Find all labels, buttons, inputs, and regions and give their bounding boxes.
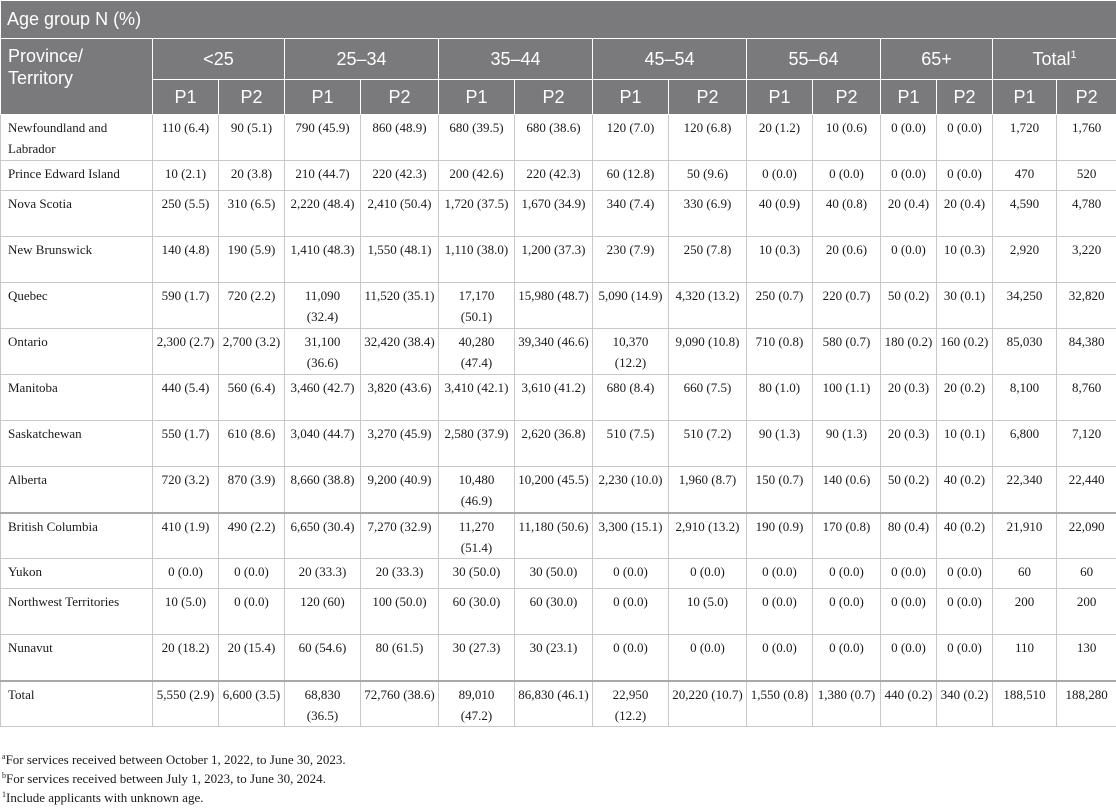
province-name: Quebec bbox=[1, 283, 153, 329]
table-row bbox=[1, 191, 1116, 237]
table-cell: 0 (0.0) bbox=[881, 635, 937, 681]
table-cell: 0 (0.0) bbox=[813, 559, 881, 589]
table-cell: 20 (0.3) bbox=[881, 375, 937, 421]
table-cell: 9,200 (40.9) bbox=[361, 467, 439, 513]
table-cell: 60 (30.0) bbox=[439, 589, 515, 635]
table-cell: 9,090 (10.8) bbox=[669, 329, 747, 375]
table-cell: 160 (0.2) bbox=[937, 329, 993, 375]
table-cell: 410 (1.9) bbox=[153, 513, 219, 559]
table-cell: 10 (0.6) bbox=[813, 115, 881, 161]
table-cell: 0 (0.0) bbox=[747, 559, 813, 589]
age-group-label: Total bbox=[1032, 48, 1071, 69]
table-cell: 550 (1.7) bbox=[153, 421, 219, 467]
table-cell: 580 (0.7) bbox=[813, 329, 881, 375]
period-header: P1 bbox=[439, 80, 515, 115]
table-cell: 60 bbox=[1057, 559, 1116, 589]
table-cell: 2,920 bbox=[993, 237, 1057, 283]
period-header: P1 bbox=[747, 80, 813, 115]
table-cell: 0 (0.0) bbox=[881, 559, 937, 589]
table-cell: 50 (0.2) bbox=[881, 467, 937, 513]
table-cell: 130 bbox=[1057, 635, 1116, 681]
table-cell: 1,720 bbox=[993, 115, 1057, 161]
table-cell: 0 (0.0) bbox=[747, 161, 813, 191]
age-group-label: 55–64 bbox=[788, 48, 839, 69]
table-cell: 20 (0.6) bbox=[813, 237, 881, 283]
table-cell: 89,010 (47.2) bbox=[439, 681, 515, 727]
table-cell: 100 (1.1) bbox=[813, 375, 881, 421]
table-cell: 2,700 (3.2) bbox=[219, 329, 285, 375]
table-cell: 2,230 (10.0) bbox=[593, 467, 669, 513]
table-cell: 86,830 (46.1) bbox=[515, 681, 593, 727]
footnote bbox=[2, 769, 346, 788]
table-cell: 0 (0.0) bbox=[593, 589, 669, 635]
table-cell: 20 (33.3) bbox=[361, 559, 439, 589]
table-cell: 0 (0.0) bbox=[747, 635, 813, 681]
table-cell: 220 (0.7) bbox=[813, 283, 881, 329]
table-cell: 72,760 (38.6) bbox=[361, 681, 439, 727]
table-cell: 340 (7.4) bbox=[593, 191, 669, 237]
table-cell: 188,510 bbox=[993, 681, 1057, 727]
table-cell: 17,170 (50.1) bbox=[439, 283, 515, 329]
table-cell: 230 (7.9) bbox=[593, 237, 669, 283]
table-cell: 660 (7.5) bbox=[669, 375, 747, 421]
age-group-header bbox=[285, 39, 439, 80]
table-cell: 22,440 bbox=[1057, 467, 1116, 513]
table-cell: 90 (1.3) bbox=[813, 421, 881, 467]
table-cell: 220 (42.3) bbox=[361, 161, 439, 191]
table-cell: 50 (0.2) bbox=[881, 283, 937, 329]
table-cell: 80 (1.0) bbox=[747, 375, 813, 421]
province-name: Alberta bbox=[1, 467, 153, 513]
age-group-label: 45–54 bbox=[644, 48, 695, 69]
table-row bbox=[1, 115, 1116, 161]
table-cell: 310 (6.5) bbox=[219, 191, 285, 237]
table-row bbox=[1, 329, 1116, 375]
table-cell: 610 (8.6) bbox=[219, 421, 285, 467]
table-cell: 31,100 (36.6) bbox=[285, 329, 361, 375]
table-cell: 30 (27.3) bbox=[439, 635, 515, 681]
table-cell: 4,590 bbox=[993, 191, 1057, 237]
province-name: Saskatchewan bbox=[1, 421, 153, 467]
province-name: Newfoundland and Labrador bbox=[1, 115, 153, 161]
footnote bbox=[2, 750, 346, 769]
table-row bbox=[1, 467, 1116, 513]
footnote-mark: b bbox=[2, 771, 6, 780]
table-cell: 8,660 (38.8) bbox=[285, 467, 361, 513]
table-cell: 2,580 (37.9) bbox=[439, 421, 515, 467]
age-group-header bbox=[993, 39, 1116, 80]
table-cell: 0 (0.0) bbox=[593, 635, 669, 681]
table-cell: 20 (15.4) bbox=[219, 635, 285, 681]
table-cell: 90 (5.1) bbox=[219, 115, 285, 161]
table-cell: 200 (42.6) bbox=[439, 161, 515, 191]
age-group-header bbox=[593, 39, 747, 80]
province-name: Ontario bbox=[1, 329, 153, 375]
footnote bbox=[2, 788, 346, 807]
table-cell: 11,520 (35.1) bbox=[361, 283, 439, 329]
table-cell: 790 (45.9) bbox=[285, 115, 361, 161]
table-cell: 22,340 bbox=[993, 467, 1057, 513]
table-row bbox=[1, 559, 1116, 589]
table-cell: 10,370 (12.2) bbox=[593, 329, 669, 375]
period-header: P1 bbox=[285, 80, 361, 115]
period-header: P2 bbox=[669, 80, 747, 115]
period-header: P1 bbox=[993, 80, 1057, 115]
period-header: P2 bbox=[219, 80, 285, 115]
table-row bbox=[1, 513, 1116, 559]
footnotes bbox=[0, 750, 346, 807]
table-cell: 22,950 (12.2) bbox=[593, 681, 669, 727]
table-cell: 34,250 bbox=[993, 283, 1057, 329]
table-cell: 0 (0.0) bbox=[669, 635, 747, 681]
table-cell: 0 (0.0) bbox=[813, 635, 881, 681]
footnote-text: For services received between July 1, 2023, to June 30, 2024. bbox=[6, 771, 326, 786]
table-cell: 5,090 (14.9) bbox=[593, 283, 669, 329]
table-cell: 20 (0.4) bbox=[881, 191, 937, 237]
table-cell: 68,830 (36.5) bbox=[285, 681, 361, 727]
table-cell: 100 (50.0) bbox=[361, 589, 439, 635]
table-cell: 3,410 (42.1) bbox=[439, 375, 515, 421]
table-cell: 110 bbox=[993, 635, 1057, 681]
table-cell: 40 (0.9) bbox=[747, 191, 813, 237]
age-group-header bbox=[439, 39, 593, 80]
table-cell: 11,180 (50.6) bbox=[515, 513, 593, 559]
table-cell: 21,910 bbox=[993, 513, 1057, 559]
table-cell: 0 (0.0) bbox=[747, 589, 813, 635]
table-cell: 3,270 (45.9) bbox=[361, 421, 439, 467]
period-header: P2 bbox=[1057, 80, 1116, 115]
table-cell: 140 (4.8) bbox=[153, 237, 219, 283]
period-header: P2 bbox=[515, 80, 593, 115]
table-cell: 440 (0.2) bbox=[881, 681, 937, 727]
table-cell: 140 (0.6) bbox=[813, 467, 881, 513]
table-cell: 0 (0.0) bbox=[813, 161, 881, 191]
table-cell: 510 (7.5) bbox=[593, 421, 669, 467]
province-header: Province/ Territory bbox=[1, 39, 153, 115]
table-cell: 8,760 bbox=[1057, 375, 1116, 421]
table-cell: 3,220 bbox=[1057, 237, 1116, 283]
table-cell: 30 (50.0) bbox=[515, 559, 593, 589]
table-cell: 11,090 (32.4) bbox=[285, 283, 361, 329]
table-cell: 4,320 (13.2) bbox=[669, 283, 747, 329]
table-cell: 720 (2.2) bbox=[219, 283, 285, 329]
table-cell: 1,760 bbox=[1057, 115, 1116, 161]
table-cell: 20 (18.2) bbox=[153, 635, 219, 681]
table-cell: 120 (7.0) bbox=[593, 115, 669, 161]
period-header: P1 bbox=[593, 80, 669, 115]
table-cell: 80 (61.5) bbox=[361, 635, 439, 681]
table-cell: 0 (0.0) bbox=[937, 161, 993, 191]
table-cell: 200 bbox=[993, 589, 1057, 635]
table-cell: 0 (0.0) bbox=[937, 589, 993, 635]
table-cell: 6,800 bbox=[993, 421, 1057, 467]
table-cell: 20 (0.3) bbox=[881, 421, 937, 467]
age-group-header bbox=[747, 39, 881, 80]
table-cell: 10,200 (45.5) bbox=[515, 467, 593, 513]
province-name: Northwest Territories bbox=[1, 589, 153, 635]
table-cell: 0 (0.0) bbox=[881, 115, 937, 161]
table-cell: 10 (0.3) bbox=[747, 237, 813, 283]
table-cell: 490 (2.2) bbox=[219, 513, 285, 559]
table-cell: 20 (3.8) bbox=[219, 161, 285, 191]
age-group-header bbox=[881, 39, 993, 80]
table-cell: 22,090 bbox=[1057, 513, 1116, 559]
table-cell: 170 (0.8) bbox=[813, 513, 881, 559]
table-cell: 30 (23.1) bbox=[515, 635, 593, 681]
period-header: P1 bbox=[153, 80, 219, 115]
table-cell: 32,820 bbox=[1057, 283, 1116, 329]
province-name: British Columbia bbox=[1, 513, 153, 559]
table-cell: 330 (6.9) bbox=[669, 191, 747, 237]
province-name: New Brunswick bbox=[1, 237, 153, 283]
footnote-mark: 1 bbox=[2, 790, 6, 799]
province-name: Manitoba bbox=[1, 375, 153, 421]
table-cell: 85,030 bbox=[993, 329, 1057, 375]
table-cell: 0 (0.0) bbox=[669, 559, 747, 589]
table-cell: 0 (0.0) bbox=[219, 589, 285, 635]
footnote-text: For services received between October 1, 2022, to June 30, 2023. bbox=[5, 752, 346, 767]
table-cell: 20 (0.2) bbox=[937, 375, 993, 421]
table-cell: 60 (30.0) bbox=[515, 589, 593, 635]
table-cell: 6,650 (30.4) bbox=[285, 513, 361, 559]
table-cell: 120 (60) bbox=[285, 589, 361, 635]
table-cell: 860 (48.9) bbox=[361, 115, 439, 161]
table-cell: 680 (39.5) bbox=[439, 115, 515, 161]
table-cell: 20 (33.3) bbox=[285, 559, 361, 589]
table-cell: 190 (0.9) bbox=[747, 513, 813, 559]
table-cell: 5,550 (2.9) bbox=[153, 681, 219, 727]
table-cell: 40 (0.2) bbox=[937, 513, 993, 559]
table-cell: 60 (12.8) bbox=[593, 161, 669, 191]
table-cell: 510 (7.2) bbox=[669, 421, 747, 467]
table-row bbox=[1, 375, 1116, 421]
table-cell: 8,100 bbox=[993, 375, 1057, 421]
table-row bbox=[1, 681, 1116, 727]
table-cell: 110 (6.4) bbox=[153, 115, 219, 161]
period-header: P2 bbox=[937, 80, 993, 115]
table-cell: 0 (0.0) bbox=[937, 635, 993, 681]
table-cell: 4,780 bbox=[1057, 191, 1116, 237]
table-cell: 520 bbox=[1057, 161, 1116, 191]
table-cell: 1,550 (0.8) bbox=[747, 681, 813, 727]
table-cell: 0 (0.0) bbox=[881, 589, 937, 635]
table-cell: 84,380 bbox=[1057, 329, 1116, 375]
table-cell: 1,670 (34.9) bbox=[515, 191, 593, 237]
province-name: Nova Scotia bbox=[1, 191, 153, 237]
table-cell: 1,410 (48.3) bbox=[285, 237, 361, 283]
province-name: Yukon bbox=[1, 559, 153, 589]
province-name: Total bbox=[1, 681, 153, 727]
table-cell: 2,410 (50.4) bbox=[361, 191, 439, 237]
table-cell: 1,720 (37.5) bbox=[439, 191, 515, 237]
table-cell: 0 (0.0) bbox=[937, 115, 993, 161]
table-cell: 0 (0.0) bbox=[881, 161, 937, 191]
table-cell: 60 bbox=[993, 559, 1057, 589]
table-cell: 30 (0.1) bbox=[937, 283, 993, 329]
table-cell: 0 (0.0) bbox=[219, 559, 285, 589]
table-cell: 180 (0.2) bbox=[881, 329, 937, 375]
table-cell: 0 (0.0) bbox=[937, 559, 993, 589]
table-cell: 470 bbox=[993, 161, 1057, 191]
table-cell: 590 (1.7) bbox=[153, 283, 219, 329]
table-cell: 6,600 (3.5) bbox=[219, 681, 285, 727]
table-row bbox=[1, 589, 1116, 635]
table-cell: 2,220 (48.4) bbox=[285, 191, 361, 237]
table-cell: 50 (9.6) bbox=[669, 161, 747, 191]
table-cell: 710 (0.8) bbox=[747, 329, 813, 375]
table-cell: 440 (5.4) bbox=[153, 375, 219, 421]
table-cell: 40 (0.8) bbox=[813, 191, 881, 237]
table-caption: Age group N (%) bbox=[1, 1, 1116, 39]
table-cell: 3,460 (42.7) bbox=[285, 375, 361, 421]
table-cell: 1,960 (8.7) bbox=[669, 467, 747, 513]
province-name: Prince Edward Island bbox=[1, 161, 153, 191]
table-cell: 10 (5.0) bbox=[153, 589, 219, 635]
table-cell: 7,120 bbox=[1057, 421, 1116, 467]
table-cell: 2,620 (36.8) bbox=[515, 421, 593, 467]
table-cell: 188,280 bbox=[1057, 681, 1116, 727]
table-cell: 200 bbox=[1057, 589, 1116, 635]
table-cell: 680 (38.6) bbox=[515, 115, 593, 161]
table-cell: 30 (50.0) bbox=[439, 559, 515, 589]
table-cell: 10,480 (46.9) bbox=[439, 467, 515, 513]
table-cell: 1,550 (48.1) bbox=[361, 237, 439, 283]
table-cell: 1,110 (38.0) bbox=[439, 237, 515, 283]
table-cell: 7,270 (32.9) bbox=[361, 513, 439, 559]
table-cell: 20,220 (10.7) bbox=[669, 681, 747, 727]
footnote-text: Include applicants with unknown age. bbox=[6, 790, 204, 805]
table-cell: 32,420 (38.4) bbox=[361, 329, 439, 375]
table-cell: 40,280 (47.4) bbox=[439, 329, 515, 375]
table-cell: 11,270 (51.4) bbox=[439, 513, 515, 559]
table-cell: 250 (7.8) bbox=[669, 237, 747, 283]
table-cell: 40 (0.2) bbox=[937, 467, 993, 513]
table-cell: 39,340 (46.6) bbox=[515, 329, 593, 375]
table-cell: 120 (6.8) bbox=[669, 115, 747, 161]
table-cell: 0 (0.0) bbox=[593, 559, 669, 589]
table-row bbox=[1, 161, 1116, 191]
table-cell: 15,980 (48.7) bbox=[515, 283, 593, 329]
period-header: P2 bbox=[361, 80, 439, 115]
table-cell: 560 (6.4) bbox=[219, 375, 285, 421]
table-cell: 2,910 (13.2) bbox=[669, 513, 747, 559]
table-cell: 90 (1.3) bbox=[747, 421, 813, 467]
table-cell: 0 (0.0) bbox=[813, 589, 881, 635]
table-cell: 10 (0.3) bbox=[937, 237, 993, 283]
age-group-label: <25 bbox=[203, 48, 234, 69]
age-group-label: 65+ bbox=[921, 48, 952, 69]
table-cell: 220 (42.3) bbox=[515, 161, 593, 191]
age-group-label: 25–34 bbox=[336, 48, 387, 69]
table-cell: 80 (0.4) bbox=[881, 513, 937, 559]
table-cell: 210 (44.7) bbox=[285, 161, 361, 191]
table-cell: 190 (5.9) bbox=[219, 237, 285, 283]
table-cell: 720 (3.2) bbox=[153, 467, 219, 513]
footnote-mark: a bbox=[2, 752, 6, 761]
table-cell: 3,300 (15.1) bbox=[593, 513, 669, 559]
table-cell: 680 (8.4) bbox=[593, 375, 669, 421]
age-group-header bbox=[153, 39, 285, 80]
table-row bbox=[1, 421, 1116, 467]
table-cell: 150 (0.7) bbox=[747, 467, 813, 513]
table-cell: 20 (1.2) bbox=[747, 115, 813, 161]
table-cell: 340 (0.2) bbox=[937, 681, 993, 727]
table-cell: 3,040 (44.7) bbox=[285, 421, 361, 467]
table-cell: 3,610 (41.2) bbox=[515, 375, 593, 421]
province-name: Nunavut bbox=[1, 635, 153, 681]
table-cell: 20 (0.4) bbox=[937, 191, 993, 237]
table-cell: 10 (2.1) bbox=[153, 161, 219, 191]
table-cell: 2,300 (2.7) bbox=[153, 329, 219, 375]
period-header: P2 bbox=[813, 80, 881, 115]
footnote-mark: 1 bbox=[1070, 48, 1077, 61]
table-cell: 10 (0.1) bbox=[937, 421, 993, 467]
table-cell: 250 (0.7) bbox=[747, 283, 813, 329]
table-cell: 10 (5.0) bbox=[669, 589, 747, 635]
table-cell: 1,380 (0.7) bbox=[813, 681, 881, 727]
age-group-label: 35–44 bbox=[490, 48, 541, 69]
table-cell: 60 (54.6) bbox=[285, 635, 361, 681]
table-row bbox=[1, 635, 1116, 681]
table-cell: 870 (3.9) bbox=[219, 467, 285, 513]
table-row bbox=[1, 283, 1116, 329]
table-cell: 3,820 (43.6) bbox=[361, 375, 439, 421]
table-row bbox=[1, 237, 1116, 283]
period-header: P1 bbox=[881, 80, 937, 115]
table-cell: 0 (0.0) bbox=[881, 237, 937, 283]
table-cell: 1,200 (37.3) bbox=[515, 237, 593, 283]
table-cell: 250 (5.5) bbox=[153, 191, 219, 237]
table-cell: 0 (0.0) bbox=[153, 559, 219, 589]
